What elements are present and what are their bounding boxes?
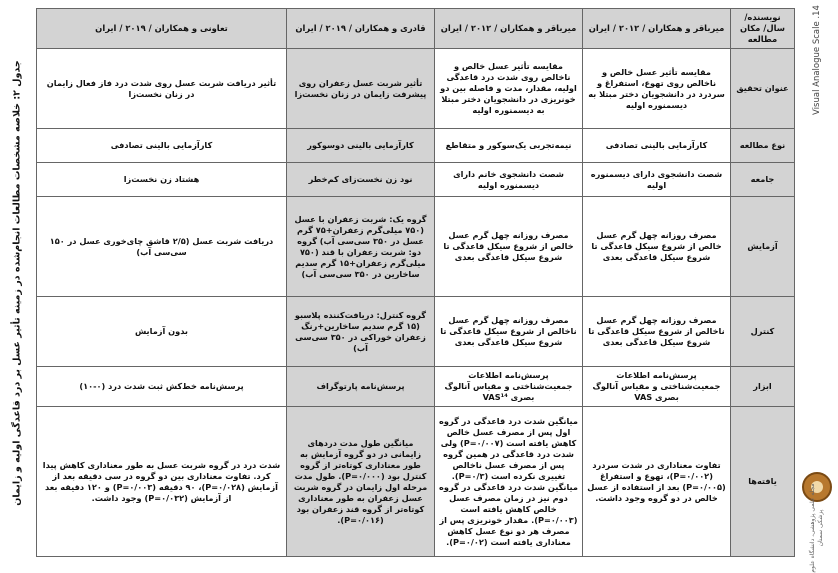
table-cell: پرسش‌نامه اطلاعات جمعیت‌شناختی و مقیاس آنالوگ بصری VAS bbox=[583, 367, 731, 407]
row-label: یافته‌ها bbox=[731, 407, 795, 557]
table-cell: گروه کنترل: دریافت‌کننده پلاسبو (۱۵ گرم سدیم ساخارین+رنگ زعفران خوراکی در ۳۵۰ سی‌سی آب) bbox=[287, 297, 435, 367]
row-label: جامعه bbox=[731, 163, 795, 197]
table-cell: نیمه‌تجربی یک‌سوکور و متقاطع bbox=[435, 129, 583, 163]
table-cell: پرسش‌نامه اطلاعات جمعیت‌شناختی و مقیاس آنالوگ بصری VAS¹⁴ bbox=[435, 367, 583, 407]
table-cell: کارآزمایی بالینی تصادفی bbox=[37, 129, 287, 163]
table-cell: تفاوت معناداری در شدت سردرد (P=۰/۰۰۲)، تهوع و استفراغ (P=۰/۰۰۵) بعد از استفاده از عسل خالص در دو گروه وجود داشت. bbox=[583, 407, 731, 557]
row-label: آزمایش bbox=[731, 197, 795, 297]
table-cell: میانگین طول مدت دردهای زایمانی در دو گروه آزمایش به طور معناداری کوتاه‌تر از گروه کنترل بود (P=۰/۰۰۰). طول مدت مرحله اول زایمان در گروه شربت عسل زعفران به طور معناداری کوتاه‌تر از گروه قند زعفران بود (P=۰/۰۱۶). bbox=[287, 407, 435, 557]
table-cell: دریافت شربت عسل (۲/۵ قاشق چای‌خوری عسل در ۱۵۰ سی‌سی آب) bbox=[37, 197, 287, 297]
table-cell: مصرف روزانه چهل گرم عسل خالص از شروع سیکل قاعدگی تا شروع سیکل قاعدگی بعدی bbox=[583, 197, 731, 297]
table-row bbox=[37, 163, 795, 197]
table-cell: مقایسه تأثیر عسل خالص و ناخالص روی تهوع، استفراغ و سردرد در دانشجویان دختر مبتلا به دیسمنوره اولیه bbox=[583, 49, 731, 129]
table-row bbox=[37, 367, 795, 407]
table-caption: جدول ۲: خلاصه مشخصات مطالعات انجام‌شده در زمینه تأثیر عسل بر درد قاعدگی اولیه و زایمان bbox=[11, 60, 23, 506]
table-cell: پرسش‌نامه پارتوگراف bbox=[287, 367, 435, 407]
table-cell: شصت دانشجوی دارای دیسمنوره اولیه bbox=[583, 163, 731, 197]
table-row bbox=[37, 49, 795, 129]
header-study-2: میرباقر و همکاران / ۲۰۱۲ / ایران bbox=[435, 9, 583, 49]
running-header: Visual Analogue Scale .14 bbox=[812, 5, 822, 115]
table-cell: نود زن نخست‌زای کم‌خطر bbox=[287, 163, 435, 197]
table-cell: کارآزمایی بالینی دوسوکور bbox=[287, 129, 435, 163]
table-cell: تأثیر شربت عسل زعفران روی پیشرفت زایمان در زنان نخست‌زا bbox=[287, 49, 435, 129]
header-study-3: قادری و همکاران / ۲۰۱۹ / ایران bbox=[287, 9, 435, 49]
table-row bbox=[37, 407, 795, 557]
table-row bbox=[37, 129, 795, 163]
header-label: نویسنده/ سال/ مکان مطالعه bbox=[731, 9, 795, 49]
table-cell: شدت درد در گروه شربت عسل به طور معناداری کاهش پیدا کرد. تفاوت معناداری بین دو گروه در سی دقیقه بعد از آزمایش (P=۰/۰۲۸)، ۹۰ دقیقه (P=۰/۰۰۳) و ۱۲۰ دقیقه بعد از آزمایش (P=۰/۰۳۲) وجود داشت. bbox=[37, 407, 287, 557]
table-cell: کارآزمایی بالینی تصادفی bbox=[583, 129, 731, 163]
table-caption-area bbox=[0, 0, 34, 565]
header-row bbox=[37, 9, 795, 49]
table-cell: مصرف روزانه چهل گرم عسل خالص از شروع سیکل قاعدگی تا شروع سیکل قاعدگی بعدی bbox=[435, 197, 583, 297]
table-cell: مصرف روزانه چهل گرم عسل ناخالص از شروع سیکل قاعدگی تا شروع سیکل قاعدگی بعدی bbox=[435, 297, 583, 367]
row-label: عنوان تحقیق bbox=[731, 49, 795, 129]
table-cell: تأثیر دریافت شربت عسل روی شدت درد فاز فعال زایمان در زنان نخست‌زا bbox=[37, 49, 287, 129]
table-row bbox=[37, 197, 795, 297]
table-cell: گروه یک: شربت زعفران با عسل (۷۵۰ میلی‌گرم زعفران+۷۵ گرم عسل در ۳۵۰ سی‌سی آب) گروه دو: شربت زعفران با قند (۷۵۰ میلی‌گرم زعفران+۱۵ گرم سدیم ساخارین در ۳۵۰ سی‌سی آب) bbox=[287, 197, 435, 297]
header-study-4: تعاونی و همکاران / ۲۰۱۹ / ایران bbox=[37, 9, 287, 49]
journal-name: مجله علمی پژوهشی، دانشگاه علوم پزشکی سمنان bbox=[809, 483, 824, 573]
table-cell: شصت دانشجوی خانم دارای دیسمنوره اولیه bbox=[435, 163, 583, 197]
header-study-1: میرباقر و همکاران / ۲۰۱۲ / ایران bbox=[583, 9, 731, 49]
table-cell: هشتاد زن نخست‌زا bbox=[37, 163, 287, 197]
table-cell: مقایسه تأثیر عسل خالص و ناخالص روی شدت درد قاعدگی اولیه، مقدار، مدت و فاصله بین دو خونریزی در دانشجویان دختر مبتلا به دیسمنوره اولیه bbox=[435, 49, 583, 129]
table-cell: میانگین شدت درد قاعدگی در گروه اول پس از مصرف عسل خالص کاهش یافته است (P=۰/۰۰۷) ولی شدت درد قاعدگی در همین گروه پس از مصرف عسل ناخالص تغییری نکرده است (P=۰/۳). میانگین شدت درد قاعدگی در گروه دوم نیز در زمان مصرف عسل خالص کاهش یافته است (P=۰/۰۰۳). مقدار خونریزی پس از مصرف هر دو نوع عسل کاهش معناداری یافته است (P=۰/۰۲). bbox=[435, 407, 583, 557]
row-label: کنترل bbox=[731, 297, 795, 367]
row-label: ابزار bbox=[731, 367, 795, 407]
right-margin bbox=[796, 0, 838, 573]
row-label: نوع مطالعه bbox=[731, 129, 795, 163]
table-row bbox=[37, 297, 795, 367]
table-cell: بدون آزمایش bbox=[37, 297, 287, 367]
table-cell: پرسش‌نامه خط‌کش ثبت شدت درد (۰-۱۰) bbox=[37, 367, 287, 407]
table-cell: مصرف روزانه چهل گرم عسل ناخالص از شروع سیکل قاعدگی تا شروع سیکل قاعدگی بعدی bbox=[583, 297, 731, 367]
studies-table bbox=[36, 8, 795, 557]
